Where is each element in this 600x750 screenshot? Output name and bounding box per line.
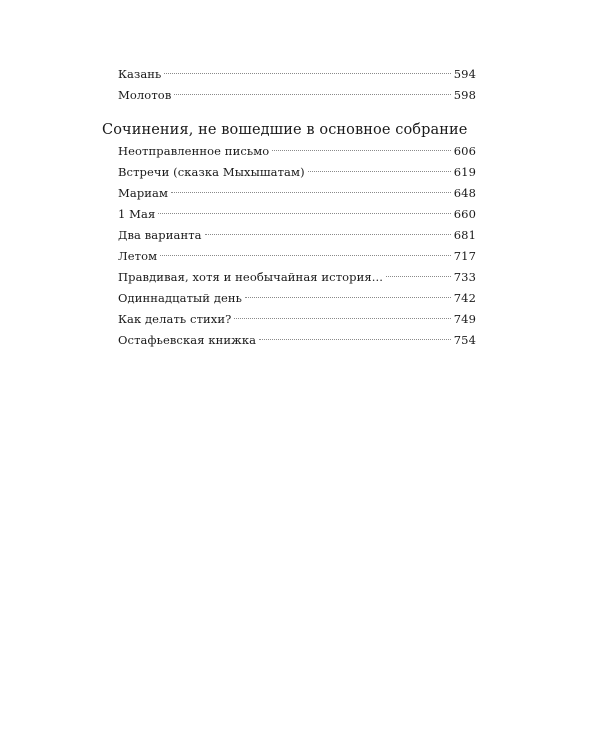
dot-leader xyxy=(171,192,451,193)
toc-entry-title: Молотов xyxy=(118,88,172,102)
dot-leader xyxy=(245,297,451,298)
toc-entry-title: Одиннадцатый день xyxy=(118,291,243,305)
toc-entry-page: 742 xyxy=(453,291,476,305)
toc-entry xyxy=(118,330,476,351)
toc-top-list xyxy=(118,64,476,106)
toc-entry-title: Правдивая, хотя и необычайная история... xyxy=(118,270,384,284)
dot-leader xyxy=(160,255,451,256)
toc-entry-page: 681 xyxy=(453,228,476,242)
toc-entry xyxy=(118,162,476,183)
dot-leader xyxy=(272,150,450,151)
toc-entry-title: Летом xyxy=(118,249,158,263)
toc-entry-title: Встречи (сказка Мыхышатам) xyxy=(118,165,305,179)
dot-leader xyxy=(386,276,451,277)
toc-entry xyxy=(118,246,476,267)
toc-entry-page: 598 xyxy=(453,88,476,102)
toc-entry-title: Как делать стихи? xyxy=(118,312,232,326)
toc-entry xyxy=(118,267,476,288)
toc-entry-page: 648 xyxy=(453,186,476,200)
toc-entry-title: Казань xyxy=(118,67,162,81)
toc-entry-page: 660 xyxy=(453,207,476,221)
toc-entry-page: 733 xyxy=(453,270,476,284)
dot-leader xyxy=(205,234,451,235)
dot-leader xyxy=(164,73,450,74)
dot-leader xyxy=(308,171,451,172)
toc-entry xyxy=(118,85,476,106)
section-heading: Сочинения, не вошедшие в основное собрание xyxy=(102,122,468,138)
toc-entry-title: Мариам xyxy=(118,186,169,200)
toc-entry-page: 754 xyxy=(453,333,476,347)
dot-leader xyxy=(174,94,450,95)
toc-entry xyxy=(118,288,476,309)
toc-entry-page: 606 xyxy=(453,144,476,158)
toc-entry-title: Остафьевская книжка xyxy=(118,333,257,347)
toc-entry xyxy=(118,64,476,85)
toc-entry-page: 619 xyxy=(453,165,476,179)
dot-leader xyxy=(234,318,450,319)
toc-section-list xyxy=(118,141,476,351)
dot-leader xyxy=(158,213,450,214)
toc-entry-page: 749 xyxy=(453,312,476,326)
toc-entry-title: 1 Мая xyxy=(118,207,156,221)
toc-entry-page: 594 xyxy=(453,67,476,81)
toc-entry-page: 717 xyxy=(453,249,476,263)
toc-entry xyxy=(118,309,476,330)
toc-entry-title: Неотправленное письмо xyxy=(118,144,270,158)
toc-entry xyxy=(118,141,476,162)
toc-entry-title: Два варианта xyxy=(118,228,202,242)
toc-entry xyxy=(118,183,476,204)
dot-leader xyxy=(259,339,451,340)
toc-entry xyxy=(118,225,476,246)
toc-entry xyxy=(118,204,476,225)
